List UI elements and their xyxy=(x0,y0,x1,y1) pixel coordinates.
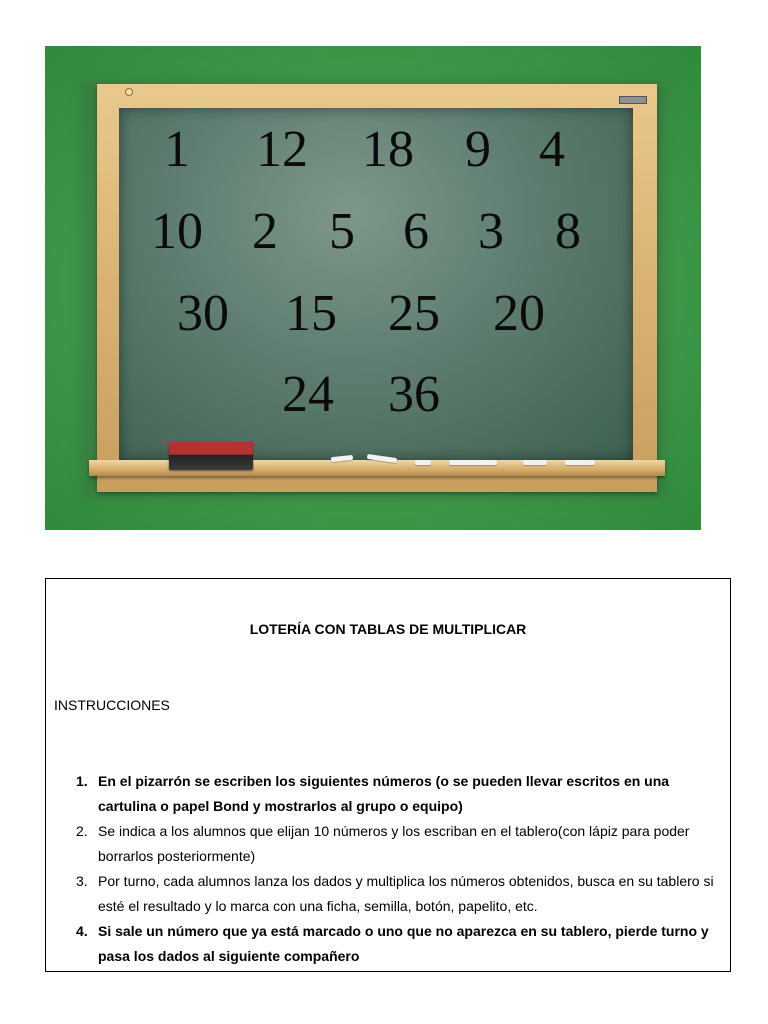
board-number: 2 xyxy=(252,203,278,260)
list-item xyxy=(60,819,724,869)
list-item-text: En el pizarrón se escriben los siguientes números (o se pueden llevar escritos en una cartulina o papel Bond y mostrarlos al grupo o equipo) xyxy=(98,773,670,814)
board-number: 25 xyxy=(388,285,440,342)
instructions-box xyxy=(45,578,731,972)
list-item xyxy=(60,919,724,969)
board-number: 18 xyxy=(362,121,414,178)
chalk-piece xyxy=(449,460,497,465)
hook-icon xyxy=(125,88,133,96)
chalk-piece xyxy=(565,460,595,465)
board-number: 36 xyxy=(388,366,440,423)
board-number: 9 xyxy=(465,121,491,178)
label-plate xyxy=(619,96,647,104)
board-number: 12 xyxy=(256,121,308,178)
board-number: 8 xyxy=(555,203,581,260)
chalk-piece xyxy=(415,460,431,465)
board-number: 24 xyxy=(282,366,334,423)
board-number: 3 xyxy=(478,203,504,260)
board-number: 6 xyxy=(403,203,429,260)
list-item xyxy=(60,769,724,819)
document-title: LOTERÍA CON TABLAS DE MULTIPLICAR xyxy=(249,621,527,637)
list-item-text: Se indica a los alumnos que elijan 10 números y los escriban en el tablero(con lápiz para poder borrarlos posteriormente) xyxy=(98,823,690,864)
list-marker: 3. xyxy=(76,873,88,889)
list-item xyxy=(60,869,724,919)
board-number: 15 xyxy=(285,285,337,342)
instructions-heading: INSTRUCCIONES xyxy=(54,697,170,713)
board-number: 1 xyxy=(164,121,190,178)
list-item-text: Por turno, cada alumnos lanza los dados y multiplica los números obtenidos, busca en su tablero si esté el resultado y lo marca con una ficha, semilla, botón, papelito, etc. xyxy=(98,873,714,914)
eraser-icon xyxy=(169,442,253,470)
chalk-piece xyxy=(523,460,547,465)
board-number: 5 xyxy=(329,203,355,260)
list-marker: 2. xyxy=(76,823,88,839)
list-item-text: Si sale un número que ya está marcado o uno que no aparezca en su tablero, pierde turno y pasa los dados al siguiente compañero xyxy=(98,923,709,964)
board-number: 20 xyxy=(493,285,545,342)
list-marker: 1. xyxy=(76,773,88,789)
list-marker: 4. xyxy=(76,923,88,939)
chalkboard-image xyxy=(45,46,701,530)
board-number: 30 xyxy=(177,285,229,342)
board-number: 10 xyxy=(151,203,203,260)
instruction-list xyxy=(60,769,724,969)
board-number: 4 xyxy=(539,121,565,178)
